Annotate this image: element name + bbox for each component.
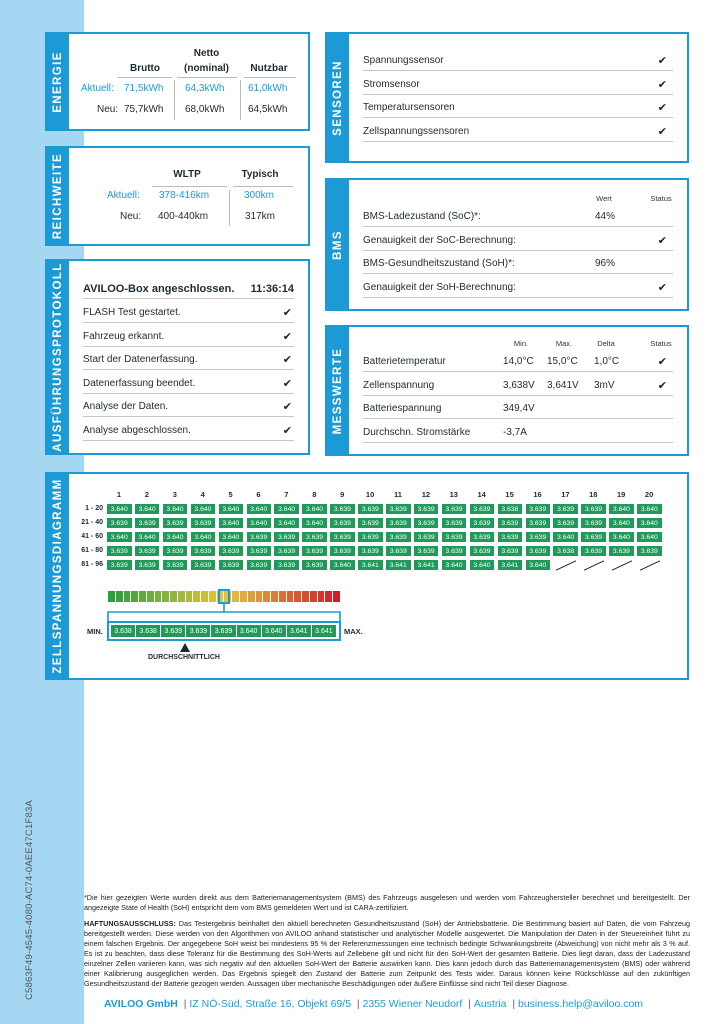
- voltage-cell: 3.640: [218, 503, 245, 515]
- voltage-cell: 3.641: [357, 559, 384, 571]
- voltage-cell: 3.639: [413, 545, 440, 557]
- messwert-row: [363, 376, 673, 396]
- voltage-cell: 3.639: [497, 531, 524, 543]
- voltage-cell: 3.639: [580, 545, 607, 557]
- messwert-label: Zellenspannung: [363, 379, 435, 391]
- row-range-label: 1 - 20: [85, 505, 103, 512]
- footer-address: IZ NÖ-Süd, Straße 16, Objekt 69/5: [189, 998, 352, 1010]
- messwert-row: [363, 399, 673, 419]
- voltage-cell: 3.639: [469, 503, 496, 515]
- bms-card: [325, 178, 689, 311]
- column-number: 4: [200, 490, 205, 499]
- voltage-cell: 3.639: [469, 545, 496, 557]
- voltage-cell: 3.640: [301, 503, 328, 515]
- voltage-cell: 3.640: [469, 559, 496, 571]
- average-label: DURCHSCHNITTLICH: [148, 654, 220, 661]
- bms-row: [363, 254, 673, 274]
- check-icon: ✔: [657, 234, 667, 247]
- voltage-cell: 3.639: [301, 559, 328, 571]
- voltage-cell: 3.639: [106, 517, 133, 529]
- voltage-cell: 3.639: [413, 531, 440, 543]
- check-icon: ✔: [657, 356, 667, 368]
- voltage-cell: 3.639: [190, 545, 217, 557]
- protokoll-step: [83, 421, 294, 441]
- voltage-cell: 3.639: [273, 545, 300, 557]
- reichweite-aktuell-wltp: 378-416km: [159, 190, 210, 201]
- scale-cell: 3.641: [287, 625, 312, 637]
- gradient-segment: [256, 591, 264, 602]
- scale-cell: 3.639: [211, 625, 236, 637]
- voltage-cell: 3.639: [329, 503, 356, 515]
- column-number: 9: [340, 490, 345, 499]
- sensor-row: [363, 51, 673, 71]
- voltage-cell: 3.639: [497, 545, 524, 557]
- gradient-segment: [139, 591, 147, 602]
- column-number: 19: [617, 490, 626, 499]
- scale-cell: 3.640: [237, 625, 262, 637]
- voltage-cell: 3.640: [190, 503, 217, 515]
- gradient-segment: [271, 591, 279, 602]
- protokoll-step-label: FLASH Test gestartet.: [83, 307, 181, 318]
- mess-col-min: Min.: [513, 339, 529, 348]
- protokoll-title: AUSFÜHRUNGSPROTOKOLL: [52, 262, 64, 452]
- messwert-label: Batteriespannung: [363, 403, 442, 414]
- check-icon: ✔: [657, 78, 667, 91]
- voltage-cell: 3.639: [357, 545, 384, 557]
- voltage-cell: 3.639: [134, 517, 161, 529]
- voltage-cell: 3.639: [357, 517, 384, 529]
- check-icon: ✔: [657, 102, 667, 114]
- messwert-max: 15,0°C: [547, 356, 578, 367]
- zell-title: ZELLSPANNUNGSDIAGRAMM: [52, 478, 64, 674]
- messwert-min: -3,7A: [503, 426, 527, 438]
- voltage-cell: 3.640: [273, 503, 300, 515]
- column-number: 3: [172, 490, 177, 499]
- voltage-cell: 3.639: [162, 559, 189, 571]
- voltage-cell: 3.639: [301, 531, 328, 543]
- voltage-cell: 3.641: [385, 559, 412, 571]
- voltage-cell: 3.639: [608, 545, 635, 557]
- messwert-min: 14,0°C: [503, 356, 534, 367]
- voltage-cell: 3.639: [246, 545, 273, 557]
- voltage-cell: 3.640: [162, 503, 189, 515]
- bms-label: BMS-Ladezustand (SoC)*:: [363, 211, 481, 222]
- col-nutzbar: Nutzbar: [250, 63, 288, 74]
- voltage-cell: 3.640: [190, 531, 217, 543]
- voltage-cell: 3.639: [106, 545, 133, 557]
- mess-col-delta: Delta: [597, 339, 615, 348]
- gradient-segment: [116, 591, 124, 602]
- reichweite-title: REICHWEITE: [52, 152, 64, 240]
- voltage-cell: 3.639: [525, 531, 552, 543]
- gradient-segment: [240, 591, 248, 602]
- bms-label: Genauigkeit der SoC-Berechnung:: [363, 234, 516, 246]
- gradient-segment: [310, 591, 318, 602]
- gradient-segment: [201, 591, 209, 602]
- voltage-cell: 3.639: [580, 531, 607, 543]
- voltage-cell: 3.640: [162, 531, 189, 543]
- gradient-segment: [279, 591, 287, 602]
- voltage-cell: 3.640: [218, 517, 245, 529]
- sensoren-card: [325, 32, 689, 163]
- voltage-cell: 3.639: [329, 517, 356, 529]
- protokoll-step-label: Analyse der Daten.: [83, 401, 169, 412]
- footnote: [84, 893, 690, 989]
- voltage-cell: 3.639: [469, 517, 496, 529]
- voltage-cell: 3.639: [413, 517, 440, 529]
- voltage-cell: 3.639: [636, 545, 663, 557]
- gradient-segment: [108, 591, 116, 602]
- voltage-cell: 3.640: [636, 531, 663, 543]
- voltage-cell: 3.639: [190, 517, 217, 529]
- row-range-label: 61 - 80: [81, 547, 103, 554]
- energie-card: [45, 32, 310, 131]
- check-icon: ✔: [657, 281, 667, 294]
- bracket-lines: [107, 602, 341, 622]
- voltage-cell: 3.639: [385, 531, 412, 543]
- voltage-cell: 3.638: [552, 545, 579, 557]
- bms-value: 44%: [595, 211, 616, 222]
- voltage-cell: 3.639: [162, 517, 189, 529]
- scale-cell: 3.640: [262, 625, 287, 637]
- reichweite-aktuell-label: Aktuell:: [107, 190, 140, 201]
- energie-neu-nutzbar: 64,5kWh: [248, 104, 288, 115]
- voltage-cell: 3.639: [218, 559, 245, 571]
- gradient-segment: [147, 591, 155, 602]
- gradient-segment: [232, 591, 240, 602]
- voltage-cell: 3.639: [273, 559, 300, 571]
- column-number: 16: [533, 490, 542, 499]
- reichweite-aktuell-typisch: 300km: [244, 190, 275, 201]
- reichweite-neu-wltp: 400-440km: [158, 211, 209, 222]
- column-number: 8: [312, 490, 317, 499]
- voltage-cell: 3.639: [329, 531, 356, 543]
- sensor-label: Stromsensor: [363, 78, 420, 90]
- check-icon: ✔: [657, 55, 667, 67]
- check-icon: ✔: [282, 377, 292, 390]
- gradient-segment: [325, 591, 333, 602]
- sensoren-title: SENSOREN: [332, 59, 344, 136]
- column-number: 12: [421, 490, 431, 499]
- footer-email[interactable]: business.help@aviloo.com: [517, 998, 644, 1010]
- gradient-segment: [302, 591, 310, 602]
- voltage-cell: 3.639: [190, 559, 217, 571]
- voltage-cell: 3.639: [385, 517, 412, 529]
- bms-row: [363, 231, 673, 251]
- messwert-label: Batterietemperatur: [363, 356, 446, 367]
- voltage-cell: 3.639: [385, 545, 412, 557]
- voltage-cell: 3.639: [329, 545, 356, 557]
- voltage-cell: 3.640: [525, 559, 552, 571]
- energie-neu-brutto: 75,7kWh: [124, 104, 164, 115]
- protokoll-step: [83, 397, 294, 417]
- voltage-cell: 3.639: [441, 531, 468, 543]
- gradient-segment: [333, 591, 341, 602]
- sensor-row: [363, 98, 673, 118]
- min-label: MIN.: [87, 627, 103, 636]
- voltage-cell: 3.639: [497, 517, 524, 529]
- check-icon: ✔: [282, 424, 292, 437]
- max-label: MAX.: [344, 627, 363, 636]
- voltage-cell: 3.639: [134, 545, 161, 557]
- sensor-label: Spannungssensor: [363, 55, 444, 66]
- voltage-cell: 3.639: [106, 559, 133, 571]
- messwert-min: 3,638V: [503, 379, 535, 391]
- voltage-cell: 3.640: [218, 531, 245, 543]
- sensor-label: Temperatursensoren: [363, 102, 455, 113]
- voltage-cell: 3.639: [580, 503, 607, 515]
- voltage-cell: 3.640: [636, 503, 663, 515]
- check-icon: ✔: [282, 307, 292, 319]
- column-number: 20: [644, 490, 654, 499]
- document-id: C5863F49-4545-4080-AC74-0AEE47C1F83A: [24, 800, 35, 1000]
- voltage-cell: 3.639: [357, 531, 384, 543]
- scale-cell: 3.638: [111, 625, 136, 637]
- footer: AVILOO GmbH | IZ NÖ-Süd, Straße 16, Objekt 69/5 | 2355 Wiener Neudorf | Austria | business.help@aviloo.com: [104, 998, 644, 1010]
- disclaimer-text: Das Testergebnis beinhaltet den aktuell berechneten Gesundheitszustand (SoH) der Antriebsbatterie. Die Bestimmung basiert auf Daten, die vom Fahrzeug bereitgestellt werden. Diese werden von den Algorithmen von AVILOO anhand statistischer und analytischer Modelle ausgewertet. Die Manipulation der Daten in der Steuereinheit führt zu einem falschen Ergebnis. Der angegebene SoH weist bei mindestens 95 % der Referenzmessungen eine technisch bedingte Schwankungsbreite (Abweichung) von nicht mehr als 3 % auf. Es ist zu beachten, dass diese Toleranz für die Bestimmung des SoH-Werts auf Zellebene gilt und nicht für den SoH-Wert der gesamten Batterie. Dies liegt daran, dass der Ladezustand einzelner Zellen variieren kann, was sich negativ auf den aktuellen SoH-Wert der Batterie auswirken kann. Dies kann jedoch durch das Batteriemanagementsystem (BMS) oder während einer Kalibrierung ausgeglichen werden. Das Ergebnis spiegelt den Zustand der Batterie zum Zeitpunkt des Tests wider. Daraus können keine Rückschlüsse auf den zukünftigen Gesundheitszustand der Batterie gezogen werden. Aussagen über mechanische Beschädigungen oder äußere Einflüsse sind nicht Teil dieser Diagnose.: [84, 919, 690, 988]
- messwert-row: [363, 423, 673, 443]
- voltage-cell: 3.641: [413, 559, 440, 571]
- col-typisch: Typisch: [241, 169, 279, 180]
- voltage-cell: 3.640: [134, 503, 161, 515]
- column-number: 15: [505, 490, 514, 499]
- voltage-cell: 3.640: [608, 517, 635, 529]
- scale-cell: 3.639: [186, 625, 211, 637]
- reichweite-card: [45, 146, 310, 246]
- mess-col-max: Max.: [555, 339, 573, 348]
- messwert-delta: 1,0°C: [594, 356, 620, 367]
- voltage-cell: 3.639: [441, 503, 468, 515]
- column-number: 2: [144, 490, 149, 499]
- scale-cell: 3.641: [312, 625, 337, 637]
- voltage-cell: 3.640: [441, 559, 468, 571]
- bms-label: Genauigkeit der SoH-Berechnung:: [363, 281, 516, 293]
- gradient-segment: [155, 591, 163, 602]
- footnote-star: *Die hier gezeigten Werte wurden direkt aus dem Batteriemanagementsystem (BMS) des Fahrzeugs ausgelesen und werden vom Fahrzeughersteller berechnet und bereitgestellt. Der angezeigte State of Health (SoH) entspricht dem vom BMS gemeldeten Wert und ist CARA-zertifiziert.: [84, 893, 690, 912]
- voltage-cell: 3.639: [162, 545, 189, 557]
- voltage-cell: 3.640: [273, 517, 300, 529]
- voltage-cell: 3.639: [273, 531, 300, 543]
- col-brutto: Brutto: [130, 63, 160, 74]
- protokoll-step: [83, 350, 294, 370]
- voltage-cell: 3.640: [134, 531, 161, 543]
- energie-neu-netto: 68,0kWh: [185, 104, 225, 115]
- protokoll-time: 11:36:14: [250, 283, 294, 295]
- voltage-cell: 3.639: [469, 531, 496, 543]
- disclaimer-label: HAFTUNGSAUSSCHLUSS:: [84, 919, 176, 928]
- column-number: 18: [589, 490, 598, 499]
- protokoll-step: [83, 327, 294, 347]
- energie-neu-label: Neu:: [97, 104, 119, 115]
- energie-aktuell-brutto: 71,5kWh: [124, 83, 164, 94]
- protokoll-step-label: Fahrzeug erkannt.: [83, 330, 165, 342]
- gradient-segment: [209, 591, 217, 602]
- scale-cell: 3.638: [136, 625, 161, 637]
- sensor-row: [363, 122, 673, 142]
- protokoll-heading: AVILOO-Box angeschlossen.: [83, 283, 235, 295]
- messwert-label: Durchschn. Stromstärke: [363, 426, 471, 438]
- voltage-cell: 3.641: [497, 559, 524, 571]
- voltage-cell: 3.640: [106, 503, 133, 515]
- gradient-segment: [178, 591, 186, 602]
- gradient-segment: [131, 591, 139, 602]
- footer-company: AVILOO GmbH: [104, 998, 178, 1010]
- voltage-cell: 3.640: [106, 531, 133, 543]
- column-number: 6: [256, 490, 261, 499]
- voltage-cell: 3.639: [441, 517, 468, 529]
- disclaimer: [84, 919, 690, 989]
- voltage-cell: 3.640: [608, 531, 635, 543]
- voltage-cell: 3.639: [441, 545, 468, 557]
- gradient-segment: [287, 591, 295, 602]
- gradient-segment: [162, 591, 170, 602]
- row-range-label: 81 - 96: [81, 561, 103, 568]
- protokoll-step: [83, 303, 294, 323]
- row-range-label: 21 - 40: [81, 519, 103, 526]
- messwert-delta: 3mV: [594, 379, 615, 391]
- protokoll-card: [45, 259, 310, 455]
- gradient-segment: [294, 591, 302, 602]
- bms-row: [363, 278, 673, 298]
- row-range-label: 41 - 60: [81, 533, 103, 540]
- voltage-cell: 3.639: [246, 559, 273, 571]
- energie-aktuell-label: Aktuell:: [81, 83, 114, 94]
- check-icon: ✔: [282, 354, 292, 366]
- voltage-cell: 3.639: [413, 503, 440, 515]
- reichweite-neu-label: Neu:: [120, 211, 142, 222]
- gradient-segment: [170, 591, 178, 602]
- column-number: 7: [284, 490, 289, 499]
- energie-aktuell-netto: 64,3kWh: [185, 83, 225, 94]
- average-marker-icon: [180, 643, 190, 652]
- voltage-cell: 3.639: [552, 517, 579, 529]
- gradient-segment: [124, 591, 132, 602]
- voltage-cell: 3.639: [525, 503, 552, 515]
- voltage-cell: 3.639: [246, 531, 273, 543]
- sensor-label: Zellspannungssensoren: [363, 125, 470, 137]
- sensor-row: [363, 75, 673, 95]
- messwerte-title: MESSWERTE: [332, 347, 344, 434]
- energie-aktuell-nutzbar: 61,0kWh: [248, 83, 288, 94]
- footer-city: 2355 Wiener Neudorf: [362, 998, 463, 1010]
- bms-row: [363, 207, 673, 227]
- voltage-cell: 3.639: [552, 503, 579, 515]
- mess-col-status: Status: [650, 339, 672, 348]
- energie-title: ENERGIE: [52, 50, 64, 113]
- protokoll-step-label: Start der Datenerfassung.: [83, 354, 198, 365]
- column-number: 1: [116, 490, 122, 499]
- col-netto-1: Netto: [193, 48, 220, 59]
- column-number: 14: [477, 490, 486, 499]
- column-number: 5: [228, 490, 233, 499]
- messwerte-card: [325, 325, 689, 456]
- voltage-cell: 3.639: [580, 517, 607, 529]
- messwert-row: [363, 352, 673, 372]
- voltage-cell: 3.640: [636, 517, 663, 529]
- reichweite-neu-typisch: 317km: [245, 211, 276, 222]
- gradient-segment: [318, 591, 326, 602]
- footer-country: Austria: [473, 998, 507, 1010]
- gradient-segment: [248, 591, 256, 602]
- gradient-segment: [186, 591, 194, 602]
- min-max-scale: [107, 621, 341, 641]
- protokoll-step: [83, 374, 294, 394]
- check-icon: ✔: [657, 379, 667, 392]
- col-wltp: WLTP: [173, 169, 201, 180]
- voltage-cell: 3.639: [525, 545, 552, 557]
- voltage-cell: 3.639: [301, 545, 328, 557]
- bms-col-wert: Wert: [596, 194, 612, 203]
- column-number: 17: [561, 490, 570, 499]
- column-number: 13: [449, 490, 458, 499]
- check-icon: ✔: [657, 125, 667, 138]
- voltage-cell: 3.639: [134, 559, 161, 571]
- check-icon: ✔: [282, 401, 292, 413]
- bms-label: BMS-Gesundheitszustand (SoH)*:: [363, 258, 515, 269]
- check-icon: ✔: [282, 330, 292, 343]
- scale-cell: 3.639: [161, 625, 186, 637]
- protokoll-step-label: Datenerfassung beendet.: [83, 377, 196, 389]
- messwert-max: 3,641V: [547, 379, 579, 391]
- voltage-cell: 3.638: [497, 503, 524, 515]
- voltage-cell: 3.640: [246, 503, 273, 515]
- voltage-cell: 3.639: [385, 503, 412, 515]
- gradient-segment: [263, 591, 271, 602]
- protokoll-heading-row: [83, 281, 294, 299]
- voltage-cell: 3.639: [525, 517, 552, 529]
- voltage-cell: 3.639: [218, 545, 245, 557]
- voltage-cell: 3.640: [608, 503, 635, 515]
- gradient-segment: [193, 591, 201, 602]
- column-number: 10: [365, 490, 375, 499]
- voltage-cell: 3.640: [552, 531, 579, 543]
- protokoll-step-label: Analyse abgeschlossen.: [83, 424, 191, 436]
- voltage-cell: 3.640: [329, 559, 356, 571]
- voltage-cell: 3.639: [357, 503, 384, 515]
- col-netto-2: (nominal): [184, 63, 229, 74]
- bms-value: 96%: [595, 258, 616, 269]
- bms-title: BMS: [332, 229, 344, 260]
- bms-col-status: Status: [650, 194, 672, 203]
- voltage-cell: 3.640: [301, 517, 328, 529]
- messwert-min: 349,4V: [503, 403, 535, 414]
- column-number: 11: [394, 490, 402, 499]
- voltage-cell: 3.640: [246, 517, 273, 529]
